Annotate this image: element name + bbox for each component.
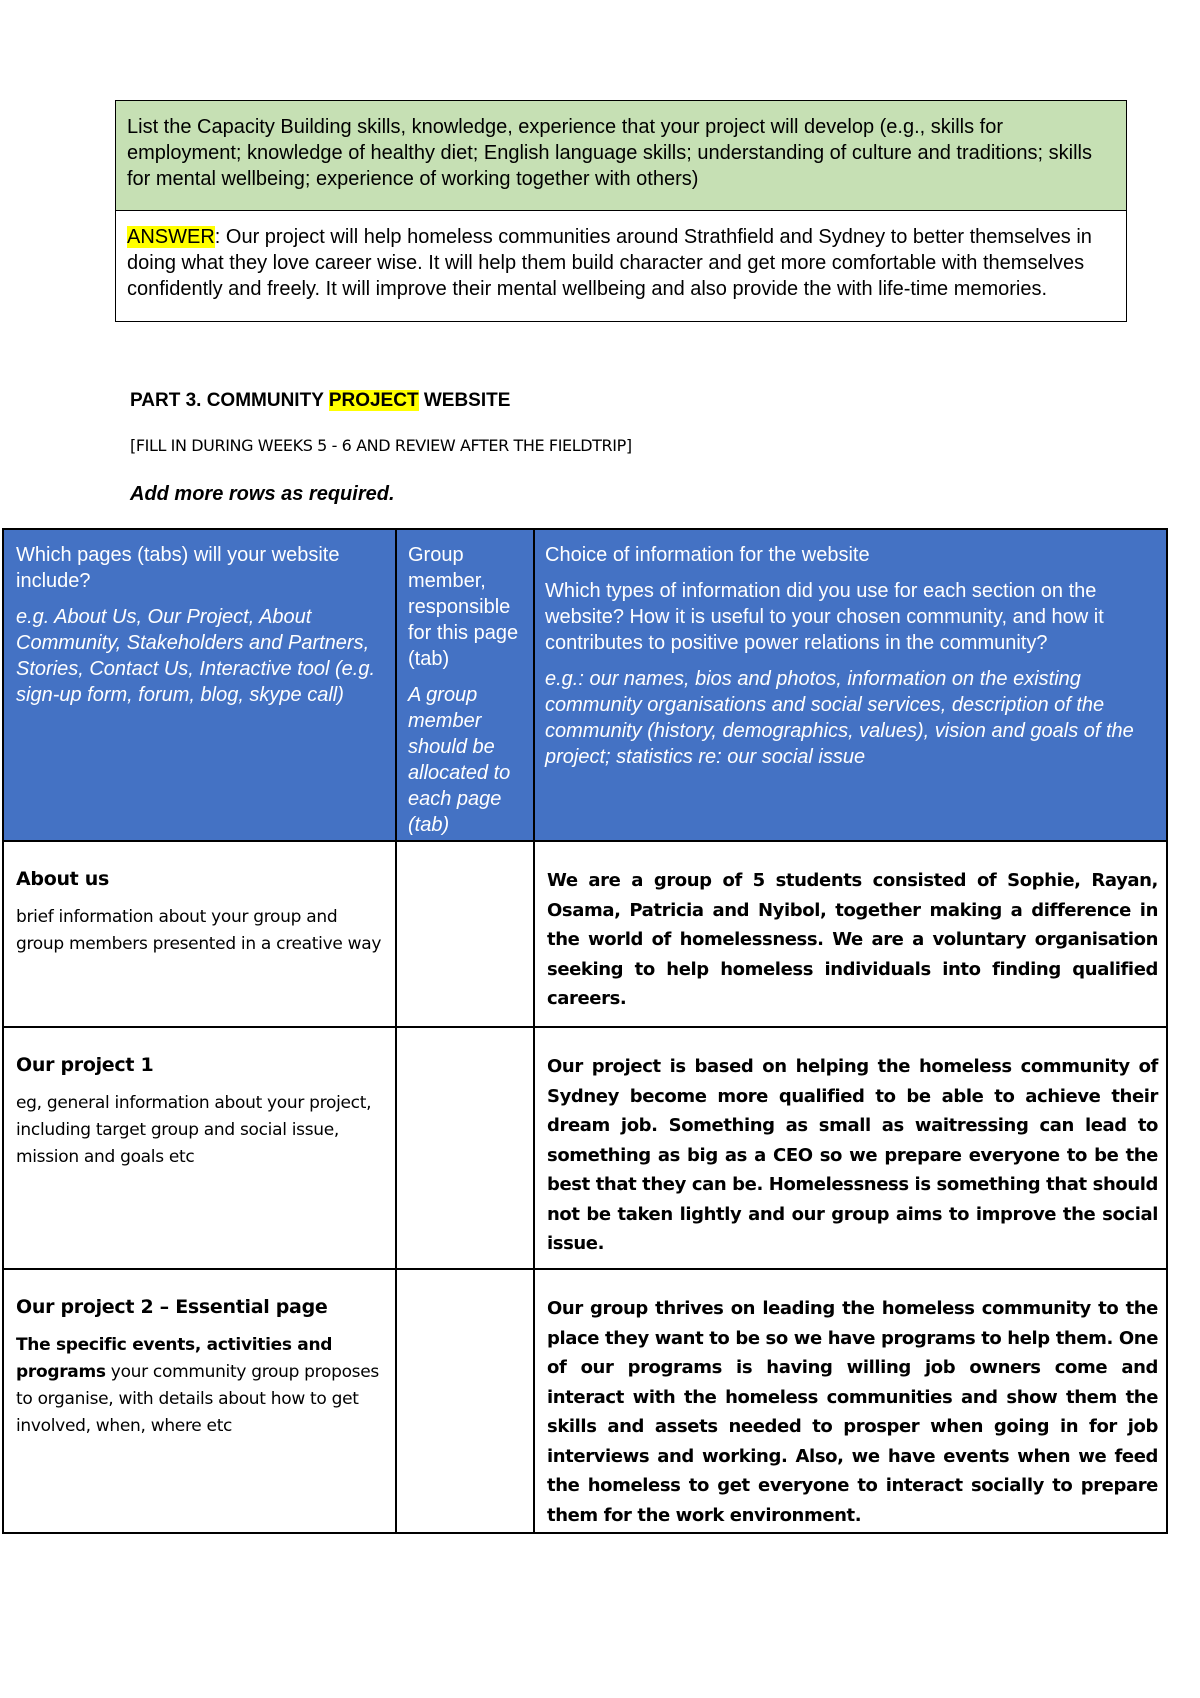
header-info-example: e.g.: our names, bios and photos, information on the existing community organisations and social services, description of the community (history, demographics, values), vision and goals of the project; statistics re: our social issue — [545, 668, 1134, 768]
fill-in-instruction: [FILL IN DURING WEEKS 5 - 6 AND REVIEW AFTER THE FIELDTRIP] — [130, 436, 632, 455]
website-table — [2, 528, 1168, 1534]
table-header-row — [2, 528, 1168, 842]
add-rows-note: Add more rows as required. — [130, 483, 395, 505]
part3-title-suffix: WEBSITE — [418, 390, 511, 411]
header-pages-label: Which pages (tabs) will your website include? — [16, 544, 340, 592]
answer-cell[interactable] — [535, 1028, 1168, 1268]
answer-cell[interactable] — [535, 842, 1168, 1026]
page-title: Our project 1 — [16, 1054, 154, 1076]
page-description: eg, general information about your project, including target group and social issue, mission and goals etc — [16, 1093, 372, 1167]
answer-text: : Our project will help homeless communities around Strathfield and Sydney to better themselves in doing what they love career wise. It will help them build character and get more comfortable with themselves confidently and freely. It will improve their mental wellbeing and also provide the with life-time memories. — [127, 226, 1092, 300]
capacity-answer[interactable] — [116, 211, 1126, 321]
table-row — [2, 842, 1168, 1028]
page-title: About us — [16, 868, 110, 890]
answer-text: We are a group of 5 students consisted of Sophie, Rayan, Osama, Patricia and Nyibol, together making a difference in the world of homelessness. We are a voluntary organisation seeking to help homeless individuals into finding qualified careers. — [547, 870, 1158, 1009]
part3-title-prefix: PART 3. COMMUNITY — [130, 390, 329, 411]
answer-text: Our group thrives on leading the homeless community to the place they want to be so we have programs to help them. One of our programs is having willing job owners come and interact with the homeless communities and show them the skills and assets needed to prosper when going in for job interviews and working. Also, we have events when we feed the homeless to get everyone to interact socially to prepare them for the work environment. — [547, 1298, 1158, 1526]
part3-title-highlight: PROJECT — [328, 390, 419, 411]
header-member-label: Group member, responsible for this page (tab) — [408, 544, 519, 670]
page-cell[interactable] — [2, 1028, 397, 1268]
answer-label: ANSWER — [127, 226, 215, 248]
header-info — [535, 530, 1168, 840]
member-cell[interactable] — [397, 1028, 535, 1268]
header-pages-example: e.g. About Us, Our Project, About Community, Stakeholders and Partners, Stories, Contact Us, Interactive tool (e.g. sign-up form, forum, blog, skype call) — [16, 606, 376, 706]
header-member-example: A group member should be allocated to each page (tab) — [408, 684, 511, 836]
page-description — [16, 1332, 387, 1440]
table-row — [2, 1028, 1168, 1270]
member-cell[interactable] — [397, 1270, 535, 1532]
answer-text: Our project is based on helping the homeless community of Sydney become more qualified to be able to achieve their dream job. Something as small as waitressing can lead to something as big as a CEO so we prepare everyone to be the best that they can be. Homelessness is something that should not be taken lightly and our group aims to improve the social issue. — [547, 1056, 1158, 1254]
answer-cell[interactable] — [535, 1270, 1168, 1532]
header-pages — [2, 530, 397, 840]
page-description-bold: The specific events, activities and programs — [16, 1335, 333, 1382]
page-description-rest: your community group proposes to organise, with details about how to get involved, when, where etc — [16, 1362, 379, 1436]
header-info-sublabel: Which types of information did you use for each section on the website? How it is useful to your chosen community, and how it contributes to positive power relations in the community? — [545, 580, 1104, 654]
member-cell[interactable] — [397, 842, 535, 1026]
header-member — [397, 530, 535, 840]
page-cell[interactable] — [2, 1270, 397, 1532]
header-info-label: Choice of information for the website — [545, 544, 870, 566]
page-description: brief information about your group and group members presented in a creative way — [16, 907, 382, 954]
capacity-building-box — [115, 100, 1127, 322]
page-cell[interactable] — [2, 842, 397, 1026]
capacity-question: List the Capacity Building skills, knowledge, experience that your project will develop (e.g., skills for employment; knowledge of healthy diet; English language skills; understanding of culture and traditions; skills for mental wellbeing; experience of working together with others) — [116, 101, 1126, 211]
table-row — [2, 1270, 1168, 1534]
part3-title — [130, 390, 510, 412]
page-title: Our project 2 – Essential page — [16, 1296, 328, 1318]
